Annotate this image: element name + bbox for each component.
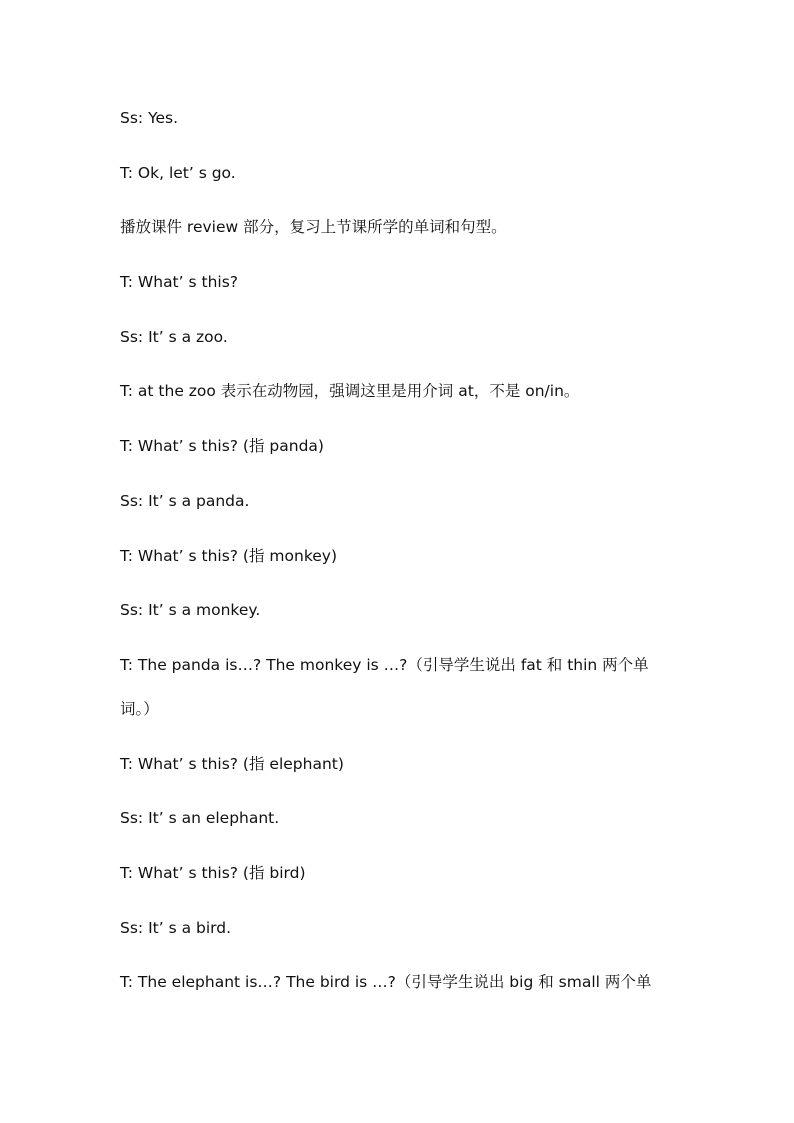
dialogue-line: Ss: It’ s a panda. [120,491,250,510]
dialogue-line: Ss: It’ s a bird. [120,918,232,937]
dialogue-line: T: What’ s this? [120,273,239,292]
dialogue-line: T: What’ s this? (指 panda) [120,437,324,456]
dialogue-line: T: Ok, let’ s go. [120,163,236,182]
dialogue-line: T: What’ s this? (指 monkey) [120,546,337,565]
dialogue-line: Ss: Yes. [120,109,179,127]
lesson-dialogue [120,106,680,1025]
dialogue-line: Ss: It’ s an elephant. [120,809,280,828]
dialogue-line: T: at the zoo 表示在动物园，强调这里是用介词 at，不是 on/in。 [120,382,580,401]
instruction-line: 播放课件 review 部分，复习上节课所学的单词和句型。 [120,218,507,237]
dialogue-line: Ss: It’ s a monkey. [120,601,261,620]
dialogue-line: T: What’ s this? (指 bird) [120,863,306,882]
dialogue-line: T: The panda is…? The monkey is …?（引导学生说出 fat 和 thin 两个单 [120,655,649,674]
dialogue-line: T: What’ s this? (指 elephant) [120,754,344,773]
dialogue-line: T: The elephant is…? The bird is …?（引导学生说出 big 和 small 两个单 [120,973,652,992]
dialogue-line-continuation: 词。） [120,699,159,718]
dialogue-line: Ss: It’ s a zoo. [120,327,228,346]
